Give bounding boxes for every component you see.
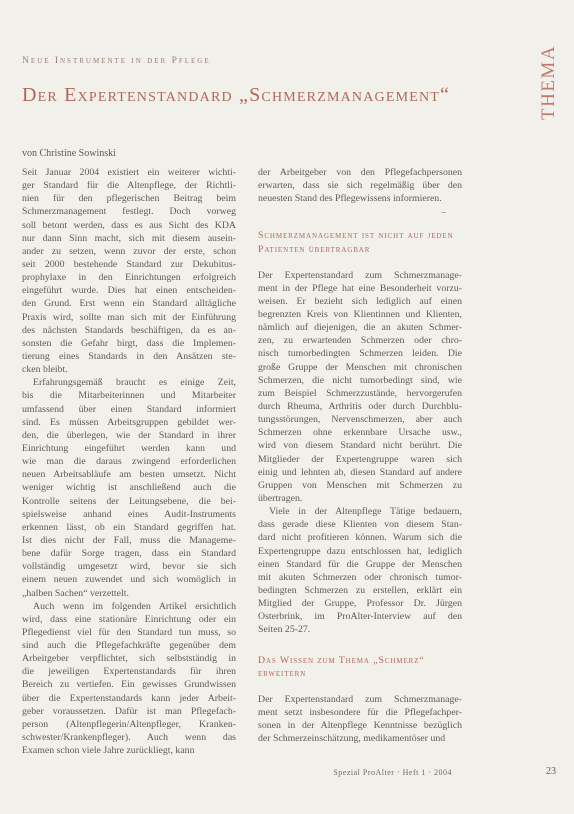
section-heading [258,229,462,256]
text-line: soll betont werden, dass es aus Sicht des KDA [22,219,236,231]
text-line: wird, dass eine stationäre Einrichtung oder ein [22,613,236,625]
text-line: den, die überlegen, wie der Standard in ihrer [22,429,236,441]
text-line: weniger wichtig ist anschließend auch die [22,482,236,494]
text-line: umfassend über einen Standard informiert [22,403,236,415]
text-line: dard nicht profitieren können. Warum sich die [258,532,462,544]
text-line: Erfahrungsgemäß braucht es einige Zeit, [33,377,236,389]
ornament-dash: – [441,207,446,218]
section-heading [258,654,462,681]
text-line: tierung eines Standards in den Ansätzen ste- [22,350,236,362]
text-line: Praxis wird, sollte man sich mit der Einführung [22,311,236,323]
footer-publication: Spezial ProAlter · Heft 1 · 2004 [333,768,452,777]
text-line: der Schmerzeinschätzung, medikamentöser und [258,733,446,745]
text-line: zum Beispiel Schmerzzustände, hervorgerufen [258,387,462,399]
text-line: große Gruppe der Menschen mit chronischen [258,361,462,373]
text-line: bis die Mitarbeiterinnen und Mitarbeiter [22,390,236,402]
text-line: prophylaxe in den Einrichtungen erfolgreich [22,272,236,284]
text-line: Der Expertenstandard zum Schmerzmanage- [258,693,462,705]
text-line: nisch tumorbedingten Schmerzen leiden. Die [258,348,462,360]
text-line: wird von diesem Standard nicht berührt. Die [258,440,462,452]
text-line: durch Rheuma, Arthritis oder durch Durchblu- [258,401,462,413]
author-byline: von Christine Sowinski [22,148,116,159]
text-line: sonen in der Altenpflege Kenntnisse bezüglich [258,720,462,732]
text-line: Mitglieder der Expertengruppe waren sich [258,453,462,465]
text-line: Viele in der Altenpflege Tätige bedauern, [269,506,462,518]
text-line: Der Expertenstandard zum Schmerzmanage- [258,269,462,281]
text-line: weisen. Er bezieht sich lediglich auf einen [258,295,462,307]
text-line: „halben Sachen“ verzettelt. [22,587,129,599]
text-line: Examen schon viele Jahre zurückliegt, kann [22,745,195,757]
paragraph [258,693,462,746]
text-line: bedingten Schmerzen zu erstellen, erklärt ein [258,584,462,596]
text-line: des nächsten Standards beschäftigen, da es an- [22,324,236,336]
text-line: einem neuen zuwendet und sich womöglich in [22,574,236,586]
text-line: schwester/Krankenpfleger). Auch wenn das [22,732,236,744]
text-line: Seit Januar 2004 existiert ein weiterer wichti- [22,167,236,178]
text-line: Schmerzen ohne erkennbare Ursache usw., [258,427,462,439]
text-line: neuesten Stand des Pflegewissens informieren. [258,193,442,205]
text-line: Kontrolle seitens der Leitungsebene, die bei- [22,495,236,507]
paragraph [22,166,236,376]
text-line: Expertengruppe dazu entschlossen hat, lediglich [258,545,462,557]
paragraph [258,166,462,205]
text-line: den Grund. Erst wenn ein Standard alltägliche [22,298,236,310]
text-line: ment in der Pflege hat eine Besonderheit vorzu- [258,282,462,294]
text-line: sonsten die Gefahr birgt, dass die Implemen- [22,337,236,349]
text-line: Schmerzen, die nicht tumorbedingt sind, wie [258,374,462,386]
text-line: Mitglied der Gruppe, Professor Dr. Jürgen [258,598,462,610]
heading-line: erweitern [258,668,307,680]
article-title: Der Expertenstandard „Schmerzmanagement“ [22,84,451,106]
text-line: Osterbrink, im ProAlter-Interview auf den [258,611,462,623]
text-line: Bereich zu vertiefen. Ein gewisses Grundwissen [22,679,236,691]
text-line: geber voraussetzen. Dafür ist man Pflegefach- [22,705,236,717]
text-line: erkennen lässt, ob ein Standard gegriffen hat. [22,521,236,533]
text-line: übertragen. [258,493,303,504]
text-line: der Arbeitgeber von den Pflegefachpersonen [258,167,462,178]
text-line: nien für den pflegerischen Beitrag beim [22,193,236,205]
text-line: eingeführt wurde. Dies hat einen entscheiden- [22,285,236,297]
text-line: Gruppen von Menschen mit Schmerzen zu [258,479,462,491]
text-line: seit 2000 bestehende Standard zur Dekubitus- [22,258,236,270]
text-line: nämlich auf diejenigen, die an akuten Schmer- [258,322,462,334]
text-line: erwarten, dass sie sich regelmäßig über den [258,180,462,192]
page-number: 23 [546,766,556,777]
paragraph [22,600,236,758]
text-line: ger Standard für die Altenpflege, der Richtli- [22,180,236,192]
paragraph [258,269,462,506]
text-line: tungsstörungen, Nervenschmerzen, aber auch [258,414,462,426]
heading-line: Schmerzmanagement ist nicht auf jeden [258,230,454,242]
text-line: Auch wenn im folgenden Artikel ersichtlich [33,600,236,612]
text-line: sind. Es müssen Arbeitsgruppen gebildet wer- [22,416,236,428]
text-line: zen, zu erwartenden Schmerzen oder chro- [258,335,462,347]
text-line: neuen Arbeitsabläufe am besten umsetzt. Nicht [22,469,236,481]
text-line: person (Altenpflegerin/Altenpfleger, Kranken- [22,718,236,730]
text-line: bene dafür Sorge tragen, dass ein Standard [22,548,236,560]
text-line: über die Expertenstandards kann jeder Arbeit- [22,692,236,704]
text-line: spielsweise anhand eines Audit-Instruments [22,508,236,520]
text-line: einig und lehnten ab, diesen Standard auf andere [258,466,462,478]
text-line: Arbeitgeber verpflichtet, sich selbstständig in [22,653,236,665]
text-line: einen Standard für die Gruppe der Menschen [258,558,462,570]
text-line: vollständig umgesetzt wird, bevor sie sich [22,561,236,573]
text-line: nur dann Sinn macht, sich mit diesem ausein- [22,232,236,244]
heading-line: Das Wissen zum Thema „Schmerz“ [258,654,425,666]
text-line: cken bleibt. [22,364,68,376]
text-line: Ist dies nicht der Fall, muss die Manageme- [22,534,236,546]
text-line: Einrichtung eingeführt werden kann und [22,442,236,454]
paragraph [258,505,462,636]
right-column [258,166,462,745]
text-line: ander zu setzen, wenn zuvor der erste, schon [22,245,236,257]
text-line: dass gerade diese Klienten von diesem Stan- [258,519,462,531]
text-line: wie man die daraus zwingend erforderlichen [22,456,236,468]
left-column [22,166,236,757]
text-line: Schmerzmanagement festlegt. Doch vorweg [22,206,236,218]
text-line: begrenzten Kreis von Klientinnen und Klienten, [258,309,462,321]
paragraph [22,376,236,599]
heading-line: Patienten übertragbar [258,244,371,256]
text-line: Pflegedienst viel für den Standard tun muss, so [22,626,236,638]
section-tab: THEMA [538,44,559,120]
text-line: ment setzt insbesondere für die Pflegefachper- [258,706,462,718]
text-line: die jeweiligen Expertenstandards für ihren [22,666,236,678]
text-line: sind auch die Pflegefachkräfte gegenüber dem [22,640,236,652]
text-line: Seiten 25-27. [258,624,311,636]
section-kicker: Neue Instrumente in der Pflege [22,56,211,66]
text-line: mit akuten Schmerzen oder chronisch tumor- [258,571,462,583]
